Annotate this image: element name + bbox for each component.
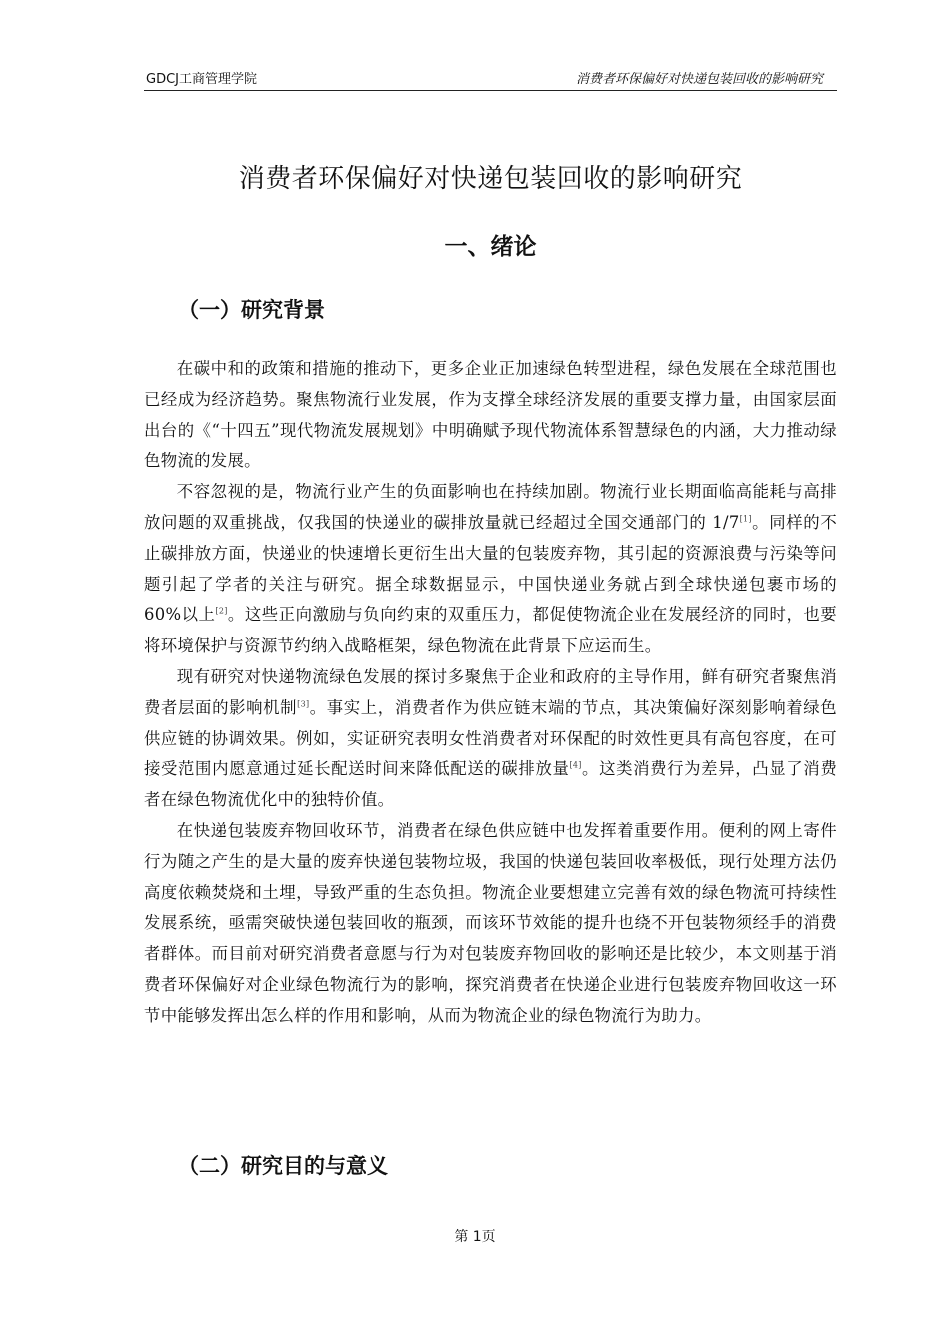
citation-ref[interactable]: [1] xyxy=(739,514,752,524)
section-heading-purpose: （二）研究目的与意义 xyxy=(178,1154,388,1178)
citation-ref[interactable]: [4] xyxy=(569,760,582,770)
paragraph-text: 。这类消费行为差异，凸显了消费者在绿色物流优化中的独特价值。 xyxy=(144,759,838,810)
paragraph-text: 。事实上，消费者作为供应链末端的节点，其决策偏好深刻影响着绿色供应链的协调效果。例如，实证研究表明女性消费者对环保配的时效性更具有高包容度，在可接受范围内愿意通过延长配送时间来降低配送的碳排放量 xyxy=(144,697,837,779)
paper-title: 消费者环保偏好对快递包装回收的影响研究 xyxy=(238,164,743,194)
paragraph: 在碳中和的政策和措施的推动下，更多企业正加速绿色转型进程，绿色发展在全球范围也已经成为经济趋势。聚焦物流行业发展，作为支撑全球经济发展的重要支撑力量，由国家层面出台的《“十四五”现代物流发展规划》中明确赋予现代物流体系智慧绿色的内涵，大力推动绿色物流的发展。 xyxy=(144,359,837,471)
paragraph-text: 。这些正向激励与负向约束的双重压力，都促使物流企业在发展经济的同时，也要将环境保护与资源节约纳入战略框架，绿色物流在此背景下应运而生。 xyxy=(144,605,837,656)
citation-ref[interactable]: [2] xyxy=(215,606,228,616)
body-text xyxy=(144,354,837,1032)
paragraph-text: 现有研究对快递物流绿色发展的探讨多聚焦于企业和政府的主导作用，鲜有研究者聚焦消费者层面的影响机制 xyxy=(144,666,837,717)
paragraph xyxy=(144,662,837,816)
paragraph-text: 不容忽视的是，物流行业产生的负面影响也在持续加剧。物流行业长期面临高能耗与高排放问题的双重挑战，仅我国的快递业的碳排放量就已经超过全国交通部门的 1/7 xyxy=(144,482,837,532)
section-heading-background: （一）研究背景 xyxy=(178,298,325,322)
paragraph-text: 。同样的不止碳排放方面，快递业的快速增长更衍生出大量的包装废弃物，其引起的资源浪费与污染等问题引起了学者的关注与研究。据全球数据显示，中国快递业务就占到全球快递包裹市场的 60%以上 xyxy=(144,512,838,625)
chapter-heading: 一、绪论 xyxy=(444,234,537,260)
running-header xyxy=(144,66,837,91)
citation-ref[interactable]: [3] xyxy=(297,699,310,709)
paragraph xyxy=(144,477,837,662)
header-paper-title: 消费者环保偏好对快递包装回收的影响研究 xyxy=(575,72,823,87)
paragraph: 在快递包装废弃物回收环节，消费者在绿色供应链中也发挥着重要作用。便利的网上寄件行为随之产生的是大量的废弃快递包装物垃圾，我国的快递包装回收率极低，现行处理方法仍高度依赖焚烧和土埋，导致严重的生态负担。物流企业要想建立完善有效的绿色物流可持续性发展系统，亟需突破快递包装回收的瓶颈，而该环节效能的提升也绕不开包装物须经手的消费者群体。而目前对研究消费者意愿与行为对包装废弃物回收的影响还是比较少，本文则基于消费者环保偏好对企业绿色物流行为的影响，探究消费者在快递企业进行包装废弃物回收这一环节中能够发挥出怎么样的作用和影响，从而为物流企业的绿色物流行为助力。 xyxy=(144,820,837,1025)
page-number: 第 1页 xyxy=(454,1229,496,1245)
header-institution: GDCJ工商管理学院 xyxy=(146,72,257,87)
